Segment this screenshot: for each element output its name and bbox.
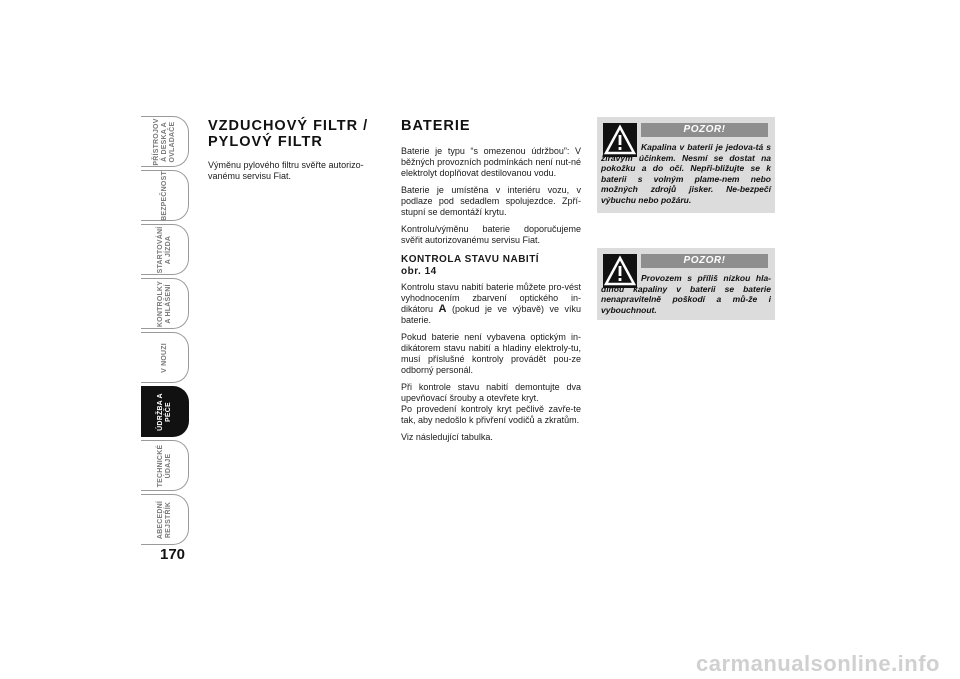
filter-text: Výměnu pylového filtru svěřte autorizo-vanému servisu Fiat. xyxy=(208,160,364,181)
warning-title: POZOR! xyxy=(641,254,768,268)
tab-label: TECHNICKÉ ÚDAJE xyxy=(156,444,172,487)
tab-technicke-udaje[interactable] xyxy=(141,440,189,491)
section-heading-filter: VZDUCHOVÝ FILTR / PYLOVÝ FILTR xyxy=(208,118,369,150)
tab-label: V NOUZI xyxy=(160,342,168,373)
paragraph-text: Kontrolu stavu nabití baterie můžete pro-vést vyhodnocením zbarvení optického in-dikátoru xyxy=(401,282,581,314)
tab-bezpecnost[interactable] xyxy=(141,170,189,221)
tab-v-nouzi[interactable] xyxy=(141,332,189,383)
paragraph: Pokud baterie není vybavena optickým in-dikátorem stavu nabití a hladiny elektroly-tu, musí příslušné kontroly provádět pou-ze odborný personál. xyxy=(401,332,581,375)
tab-label: ABECEDNÍ REJSTŘÍK xyxy=(156,500,172,539)
tab-label: ÚDRŽBA A PÉČE xyxy=(156,392,172,431)
figure-reference: obr. 14 xyxy=(401,266,437,277)
subheading-text: KONTROLA STAVU NABITÍ xyxy=(401,254,540,265)
tab-pristrojova-deska[interactable] xyxy=(141,116,189,167)
tab-startovani[interactable] xyxy=(141,224,189,275)
tab-label: KONTROLKY A HLÁŠENÍ xyxy=(156,280,172,327)
tab-abecedni-rejstrik[interactable] xyxy=(141,494,189,545)
tab-label: PŘÍSTROJOV Á DESKA A OVLADAČE xyxy=(152,117,176,166)
tab-kontrolky[interactable] xyxy=(141,278,189,329)
paragraph xyxy=(401,282,581,326)
paragraph: Kontrolu/výměnu baterie doporučujeme svěřit autorizovanému servisu Fiat. xyxy=(401,224,581,245)
paragraph-text: (pokud je ve výbavě) ve víku baterie. xyxy=(401,304,581,325)
paragraph: Po provedení kontroly kryt pečlivě zavře-te tak, aby nedošlo k přivření vodičů a zkratům. xyxy=(401,404,581,425)
warning-box xyxy=(597,248,775,320)
warning-title: POZOR! xyxy=(641,123,768,137)
tab-label: BEZPEČNOST xyxy=(160,170,168,221)
subheading-charge-check xyxy=(401,254,581,278)
section-heading-battery: BATERIE xyxy=(401,118,471,134)
battery-column xyxy=(401,118,581,449)
page-number: 170 xyxy=(160,546,186,563)
paragraph: Baterie je umístěna v interiéru vozu, v podlaze pod sedadlem spolujezdce. Zpří-stupní se demontáží krytu. xyxy=(401,185,581,217)
paragraph: Při kontrole stavu nabití demontujte dva upevňovací šrouby a otevřete kryt. xyxy=(401,382,581,403)
warning-box xyxy=(597,117,775,213)
paragraph: Viz následující tabulka. xyxy=(401,432,493,442)
tab-udrzba-active[interactable] xyxy=(141,386,189,437)
tab-label: STARTOVÁNÍ A JÍZDA xyxy=(156,226,172,273)
indicator-letter: A xyxy=(438,303,447,315)
warning-text: Kapalina v baterii je jedova-tá s žíravým účinkem. Nesmí se dostat na pokožku a do očí. Nepři-bližujte se k baterii s volným plame-nem nebo možných zdrojů jisker. Ne-bezpečí výbuchu nebo požáru. xyxy=(601,142,771,205)
warning-text: Provozem s příliš nízkou hla-dinou kapaliny v baterii se baterie nenapravitelně poškodí a mů-že i vybouchnout. xyxy=(601,273,771,315)
watermark: carmanualsonline.info xyxy=(696,651,940,676)
paragraph: Baterie je typu “s omezenou údržbou”: V běžných provozních podmínkách není nut-né elektrolyt doplňovat destilovanou vodu. xyxy=(401,146,581,178)
